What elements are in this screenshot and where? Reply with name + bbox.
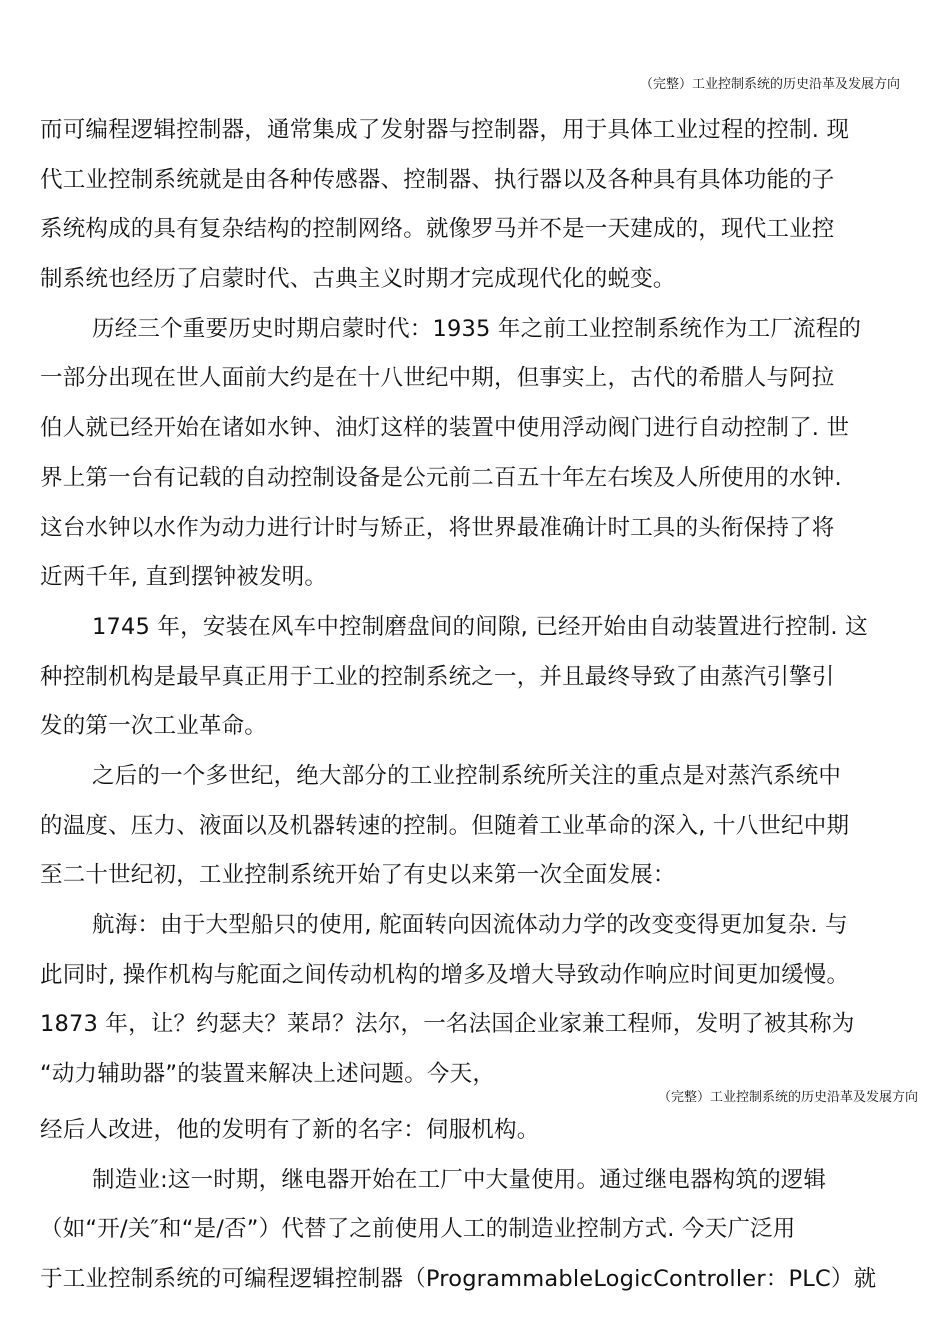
text-line: 1873 年，让？约瑟夫？莱昂？法尔，一名法国企业家兼工程师，发明了被其称为 (40, 1011, 855, 1038)
text-line: （如“开/关″和“是/否”）代替了之前使用人工的制造业控制方式. 今天广泛用 (40, 1216, 796, 1243)
body-text-block-1 (40, 106, 912, 1100)
text-line: 代工业控制系统就是由各种传感器、控制器、执行器以及各种具有具体功能的子 (40, 166, 835, 193)
body-text-block-2 (40, 1106, 920, 1305)
text-line: 制造业:这一时期，继电器开始在工厂中大量使用。通过继电器构筑的逻辑 (92, 1166, 827, 1193)
text-line: 之后的一个多世纪，绝大部分的工业控制系统所关注的重点是对蒸汽系统中 (92, 762, 842, 789)
running-header: （完整）工业控制系统的历史沿革及发展方向 (639, 77, 900, 92)
text-line: 的温度、压力、液面以及机器转速的控制。但随着工业革命的深入, 十八世纪中期 (40, 812, 850, 839)
text-line: 系统构成的具有复杂结构的控制网络。就像罗马并不是一天建成的，现代工业控 (40, 216, 835, 243)
text-line: 近两千年, 直到摆钟被发明。 (40, 564, 328, 591)
text-line: 此同时, 操作机构与舵面之间传动机构的增多及增大导致动作响应时间更加缓慢。 (40, 961, 850, 988)
text-line: 而可编程逻辑控制器，通常集成了发射器与控制器，用于具体工业过程的控制. 现 (40, 117, 850, 143)
text-line: 于工业控制系统的可编程逻辑控制器（ProgrammableLogicController：PLC）就 (40, 1266, 877, 1293)
text-line: 一部分出现在世人面前大约是在十八世纪中期，但事实上，古代的希腊人与阿拉 (40, 365, 835, 392)
text-line: 历经三个重要历史时期启蒙时代：1935 年之前工业控制系统作为工厂流程的 (92, 315, 862, 342)
text-line: 种控制机构是最早真正用于工业的控制系统之一，并且最终导致了由蒸汽引擎引 (40, 663, 835, 690)
text-line: 这台水钟以水作为动力进行计时与矫正，将世界最准确计时工具的头衔保持了将 (40, 514, 835, 541)
running-header-second: （完整）工业控制系统的历史沿革及发展方向 (657, 1090, 918, 1105)
text-line: “动力辅助器”的装置来解决上述问题。今天， (40, 1061, 496, 1088)
text-line: 经后人改进，他的发明有了新的名字：伺服机构。 (40, 1117, 540, 1143)
text-line: 航海：由于大型船只的使用, 舵面转向因流体动力学的改变变得更加复杂. 与 (92, 912, 848, 938)
text-line: 界上第一台有记载的自动控制设备是公元前二百五十年左右埃及人所使用的水钟. (40, 464, 842, 491)
text-line: 至二十世纪初，工业控制系统开始了有史以来第一次全面发展： (40, 862, 676, 889)
text-line: 制系统也经历了启蒙时代、古典主义时期才完成现代化的蜕变。 (40, 266, 676, 293)
text-line: 1745 年，安装在风车中控制磨盘间的间隙, 已经开始由自动装置进行控制. 这 (92, 613, 868, 640)
text-line: 伯人就已经开始在诸如水钟、油灯这样的装置中使用浮动阀门进行自动控制了. 世 (40, 415, 850, 442)
text-line: 发的第一次工业革命。 (40, 713, 268, 740)
